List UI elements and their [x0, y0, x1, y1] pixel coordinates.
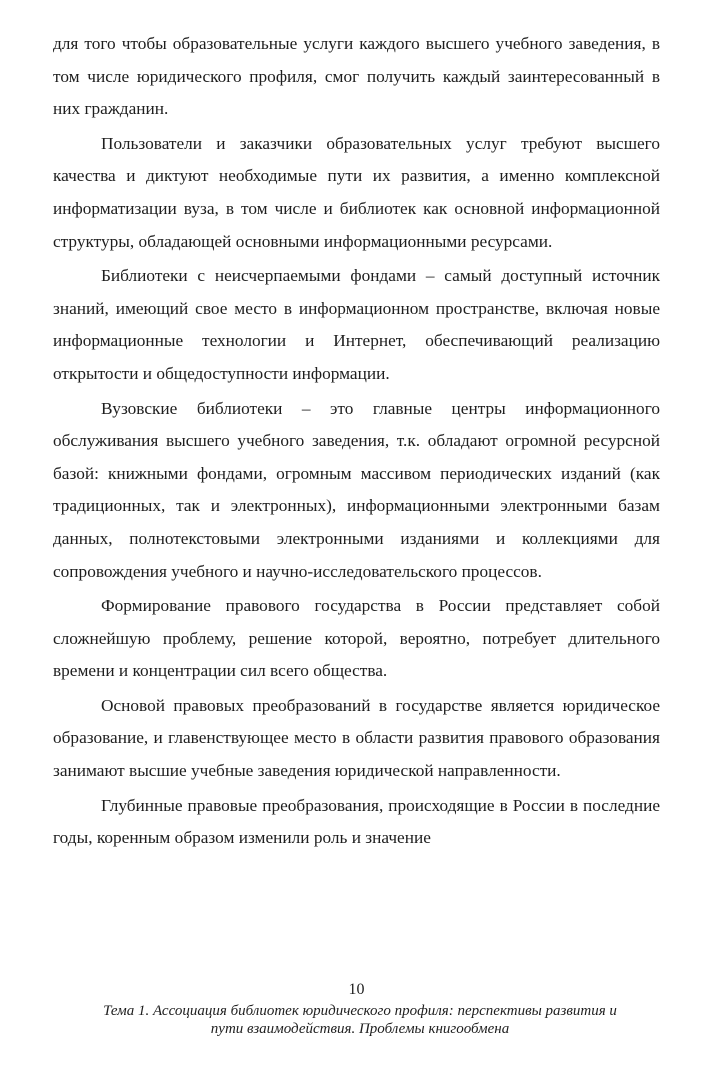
paragraph: Пользователи и заказчики образовательных услуг требуют высшего качества и диктуют необходимые пути их развития, а именно комплексной информатизации вуза, в том числе и библиотек как основной информационной структуры, обладающей основными информационными ресурсами.	[53, 133, 660, 251]
body-text	[53, 28, 660, 857]
paragraph: Библиотеки с неисчерпаемыми фондами – самый доступный источник знаний, имеющий свое место в информационном пространстве, включая новые информационные технологии и Интернет, обеспечивающий реализацию открытости и общедоступности информации.	[53, 266, 660, 383]
paragraph-continuation: для того чтобы образовательные услуги каждого высшего учебного заведения, в том числе юридического профиля, смог получить каждый заинтересованный в них гражданин.	[53, 34, 660, 119]
paragraph: Формирование правового государства в России представляет собой сложнейшую проблему, решение которой, вероятно, потребует длительного времени и концентрации сил всего общества.	[53, 596, 660, 681]
footer-line: пути взаимодействия. Проблемы книгообмена	[210, 1021, 510, 1037]
paragraph: Вузовские библиотеки – это главные центры информационного обслуживания высшего учебного заведения, т.к. обладают огромной ресурсной базой: книжными фондами, огромным массивом периодических изданий (как традиционных, так и электронных), информационными электронными базам данных, полнотекстовыми электронными изданиями и коллекциями для сопровождения учебного и научно-исследовательского процессов.	[53, 398, 660, 581]
paragraph: Основой правовых преобразований в государстве является юридическое образование, и главенствующее место в области развития правового образования занимают высшие учебные заведения юридической направленности.	[53, 695, 660, 781]
page-number: 10	[348, 981, 365, 998]
footer-line: Тема 1. Ассоциация библиотек юридического профиля: перспективы развития и	[103, 1003, 617, 1019]
paragraph: Глубинные правовые преобразования, происходящие в России в последние годы, коренным образом изменили роль и значение	[53, 795, 660, 848]
running-footer	[60, 1002, 660, 1038]
